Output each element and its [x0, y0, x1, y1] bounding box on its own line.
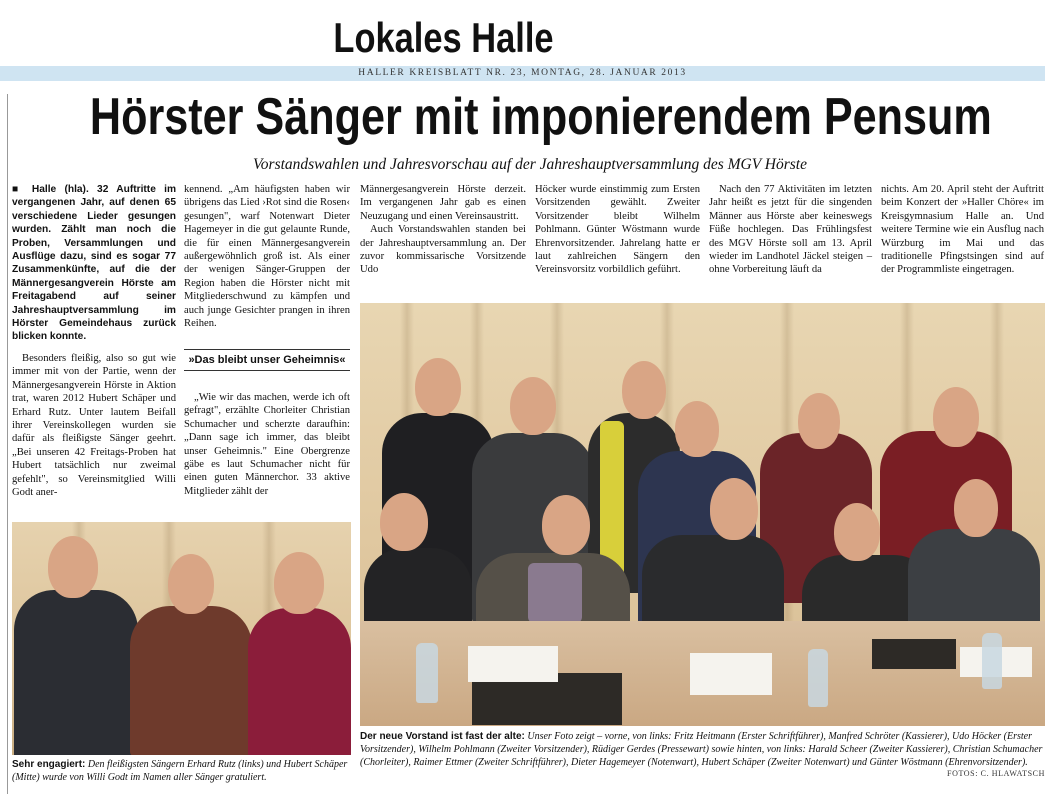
- lead-paragraph: ■ Halle (hla). 32 Auftritte im vergangenen Jahr, auf denen 65 verschiedene Lieder gesungen wurden. Zählt man noch die Proben, Versammlungen und Ausflüge dazu, sind es sogar 77 Zusammenkünfte, auf die der Männergesangverein Hörste am Freitagabend auf seiner Jahreshauptversammlung im Hörster Gemeindehaus zurück blicken konnte.: [12, 183, 176, 344]
- dateline-bar: [0, 66, 1045, 81]
- honorees-photo: [12, 522, 351, 755]
- body-paragraph: Besonders fleißig, also so gut wie immer mit von der Partie, wenn der Männergesangverein Hörste in Aktion trat, waren 2012 Hubert Schäper und Erhard Rutz. Unter lautem Beifall ihrer Vereinskollegen wurden sie dafür als fleißigste Sänger geehrt. „Bei unseren 42 Freitags-Proben hat Hubert tatsächlich nur zweimal gefehlt", so Vereinsmitglied Willi Godt aner-: [12, 352, 176, 498]
- body-paragraph: Höcker wurde einstimmig zum Ersten Vorsitzenden gewählt. Zweiter Vorsitzender bleibt Wilhelm Pohlmann. Günter Wöstmann wurde Ehrenvorsitzender. Jahrelang hatte er laut zahlreichen Sängern den Vereinsvorsitz vorbildlich geführt.: [535, 184, 700, 276]
- column-4: [535, 183, 700, 277]
- body-paragraph: Auch Vorstandswahlen standen bei der Jahreshauptversammlung an. Der zuvor kommissarische Vorsitzende Udo: [360, 224, 526, 276]
- headline: Hörster Sänger mit imponierendem Pensum: [89, 88, 992, 146]
- body-paragraph: Männergesangverein Hörste derzeit. Im vergangenen Jahr gab es einen Neuzugang und einen Vereinsaustritt.: [360, 184, 526, 222]
- column-6: [881, 183, 1044, 277]
- dateline: HALLER KREISBLATT NR. 23, MONTAG, 28. JANUAR 2013: [358, 68, 687, 78]
- column-2: [184, 183, 350, 330]
- intertitle: »Das bleibt unser Geheimnis«: [184, 349, 350, 371]
- body-paragraph: nichts. Am 20. April steht der Auftritt beim Konzert der »Haller Chöre« im Kreisgymnasium Halle an. Und weitere Termine wie ein Ausflug nach Würzburg im Mai und das traditionelle Pfingstsingen sind auf der Programmliste eingetragen.: [881, 184, 1044, 276]
- column-divider: [7, 94, 8, 794]
- photo-caption: [12, 758, 351, 784]
- group-photo: [360, 303, 1045, 726]
- section-title: Lokales Halle: [333, 14, 554, 61]
- caption-text: Unser Foto zeigt – vorne, von links: Fritz Heitmann (Erster Schriftführer), Manfred Schröter (Kassierer), Udo Höcker (Erster Vorsitzender), Wilhelm Pohlmann (Zweiter Vorsitzender), Rüdiger Gerdes (Pressewart) sowie hinten, von links: Harald Scheer (Zweiter Kassierer), Christian Schumacher (Chorleiter), Raimer Ettmer (Zweiter Schriftführer), Dieter Hagemeyer (Notenwart), Hubert Schäper (Zweiter Notenwart) und Günter Wöstmann (Ehrenvorsitzender).: [360, 731, 1043, 768]
- caption-label: Der neue Vorstand ist fast der alte:: [360, 731, 525, 742]
- column-2-continued: [184, 391, 350, 498]
- column-5: [709, 183, 872, 277]
- caption-text: Den fleißigsten Sängern Erhard Rutz (links) und Hubert Schäper (Mitte) wurde von Willi Godt im Namen aller Sänger gratuliert.: [12, 759, 348, 783]
- body-paragraph: kennend. „Am häufigsten haben wir übrigens das Lied ›Rot sind die Rosen‹ gesungen", warf Notenwart Dieter Hagemeyer in die gut gelaunte Runde, die für einen Männergesangverein außergewöhnlich groß ist. Als einer der wenigen Sänger-Gruppen der Region haben die Hörster nicht mit Mitgliederschwund zu kämpfen und auch junge Gesichter prangen in ihren Reihen.: [184, 184, 350, 330]
- body-paragraph: Nach den 77 Aktivitäten im letzten Jahr heißt es jetzt für die singenden Männer aus Hörste aber keineswegs Füße hochlegen. Das Frühlingsfest des MGV Hörste soll am 13. April wieder im Landhotel Jäckel steigen – ohne Vorbereitung läuft da: [709, 184, 872, 276]
- column-3: [360, 183, 526, 277]
- photo-caption: [360, 730, 1045, 769]
- subheadline: Vorstandswahlen und Jahresvorschau auf der Jahreshauptversammlung des MGV Hörste: [253, 156, 807, 173]
- photo-credit: FOTOS: C. HLAWATSCH: [947, 769, 1045, 778]
- caption-label: Sehr engagiert:: [12, 759, 86, 770]
- body-paragraph: „Wie wir das machen, werde ich oft gefragt", erzählte Chorleiter Christian Schumacher und scherzte daraufhin: „Dann sage ich immer, das bleibt unser Geheimnis." Eine Obergrenze gäbe es laut Schumacher nicht für einen guten Männerchor. 33 aktive Mitglieder zählt der: [184, 392, 350, 497]
- column-1: [12, 183, 176, 499]
